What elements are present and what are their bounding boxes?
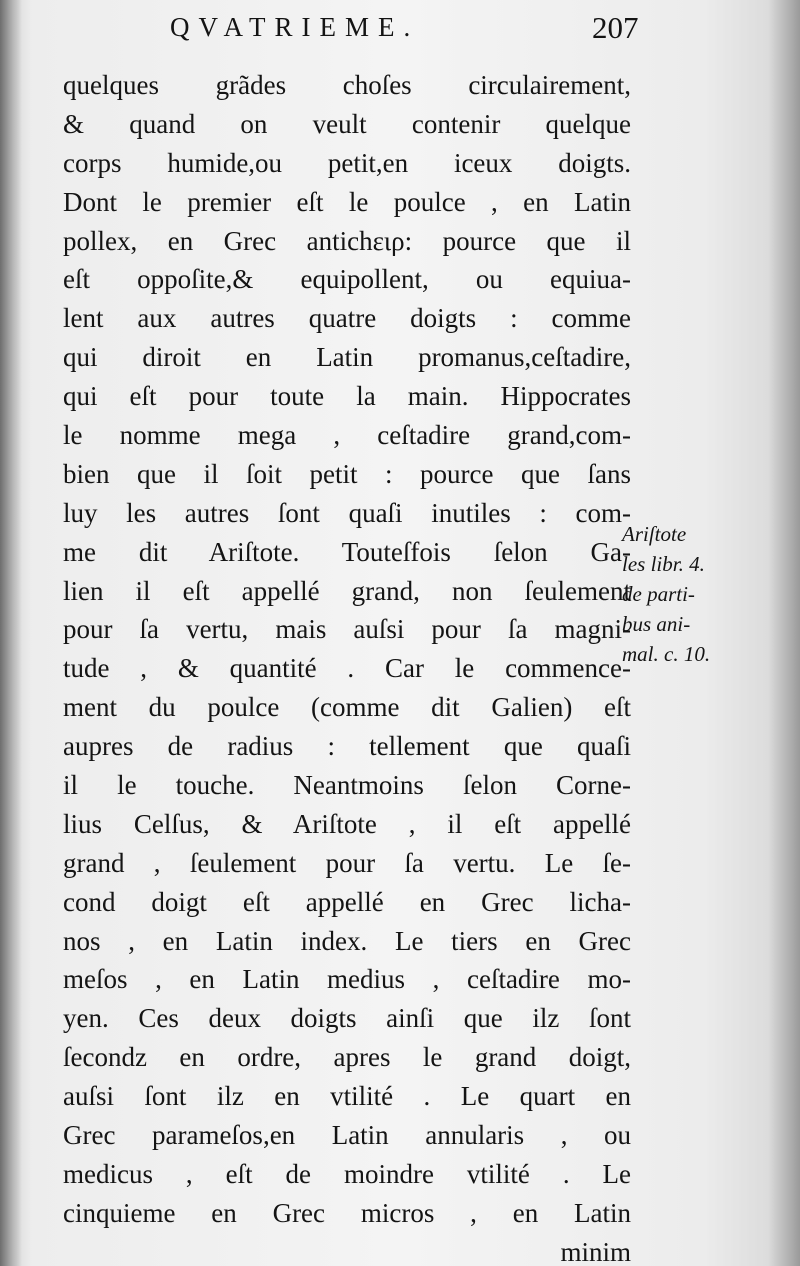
text-line: medicus , eſt de moindre vtilité . Le bbox=[63, 1158, 631, 1189]
marginal-note bbox=[622, 519, 798, 669]
text-line: Grec parameſos,en Latin annularis , ou bbox=[63, 1120, 631, 1151]
text-line: pour ſa vertu, mais auſsi pour ſa magni- bbox=[63, 614, 631, 645]
text-line: yen. Ces deux doigts ainſi que ilz ſont bbox=[63, 1003, 631, 1034]
text-line: me dit Ariſtote. Touteſfois ſelon Ga- bbox=[63, 536, 631, 567]
text-line: bien que il ſoit petit : pource que ſans bbox=[63, 458, 631, 489]
text-line: & quand on veult contenir quelque bbox=[63, 108, 631, 139]
text-line: quelques grãdes choſes circulairement, bbox=[63, 70, 631, 100]
text-line: lien il eſt appellé grand, non ſeulement bbox=[63, 575, 631, 606]
catchword: minim bbox=[560, 1236, 631, 1266]
text-line: qui diroit en Latin promanus,ceſtadire, bbox=[63, 342, 631, 373]
text-line: ment du poulce (comme dit Galien) eſt bbox=[63, 692, 631, 723]
text-line: nos , en Latin index. Le tiers en Grec bbox=[63, 925, 631, 956]
text-line: aupres de radius : tellement que quaſi bbox=[63, 731, 631, 762]
text-line: il le touche. Neantmoins ſelon Corne- bbox=[63, 770, 631, 801]
margin-note-line: Ariſtote bbox=[622, 522, 687, 546]
text-line: auſsi ſont ilz en vtilité . Le quart en bbox=[63, 1081, 631, 1112]
text-line: corps humide,ou petit,en iceux doigts. bbox=[63, 147, 631, 178]
text-line: Dont le premier eſt le poulce , en Latin bbox=[63, 186, 631, 217]
margin-note-line: mal. c. 10. bbox=[622, 642, 711, 666]
text-line: qui eſt pour toute la main. Hippocrates bbox=[63, 381, 631, 412]
text-line: lius Celſus, & Ariſtote , il eſt appellé bbox=[63, 808, 631, 839]
text-line: le nomme mega , ceſtadire grand,com- bbox=[63, 420, 631, 451]
margin-note-line: bus ani- bbox=[622, 612, 691, 636]
text-line: meſos , en Latin medius , ceſtadire mo- bbox=[63, 964, 631, 995]
margin-note-line: les libr. 4. bbox=[622, 552, 705, 576]
text-line: lent aux autres quatre doigts : comme bbox=[63, 303, 631, 334]
text-line: ſecondz en ordre, apres le grand doigt, bbox=[63, 1042, 631, 1073]
text-line: cond doigt eſt appellé en Grec licha- bbox=[63, 886, 631, 917]
text-line: tude , & quantité . Car le commence- bbox=[63, 653, 631, 684]
body-text bbox=[63, 66, 631, 1266]
running-head: QVATRIEME. bbox=[170, 12, 420, 42]
text-line: pollex, en Grec antichειρ: pource que il bbox=[63, 225, 631, 256]
text-line: cinquieme en Grec micros , en Latin bbox=[63, 1197, 631, 1228]
text-line: grand , ſeulement pour ſa vertu. Le ſe- bbox=[63, 847, 631, 878]
text-line: eſt oppoſite,& equipollent, ou equiua- bbox=[63, 264, 631, 295]
margin-note-line: de parti- bbox=[622, 582, 695, 606]
binding-shadow bbox=[0, 0, 22, 1266]
page-number: 207 bbox=[592, 10, 639, 45]
text-line: luy les autres ſont quaſi inutiles : com- bbox=[63, 497, 631, 528]
